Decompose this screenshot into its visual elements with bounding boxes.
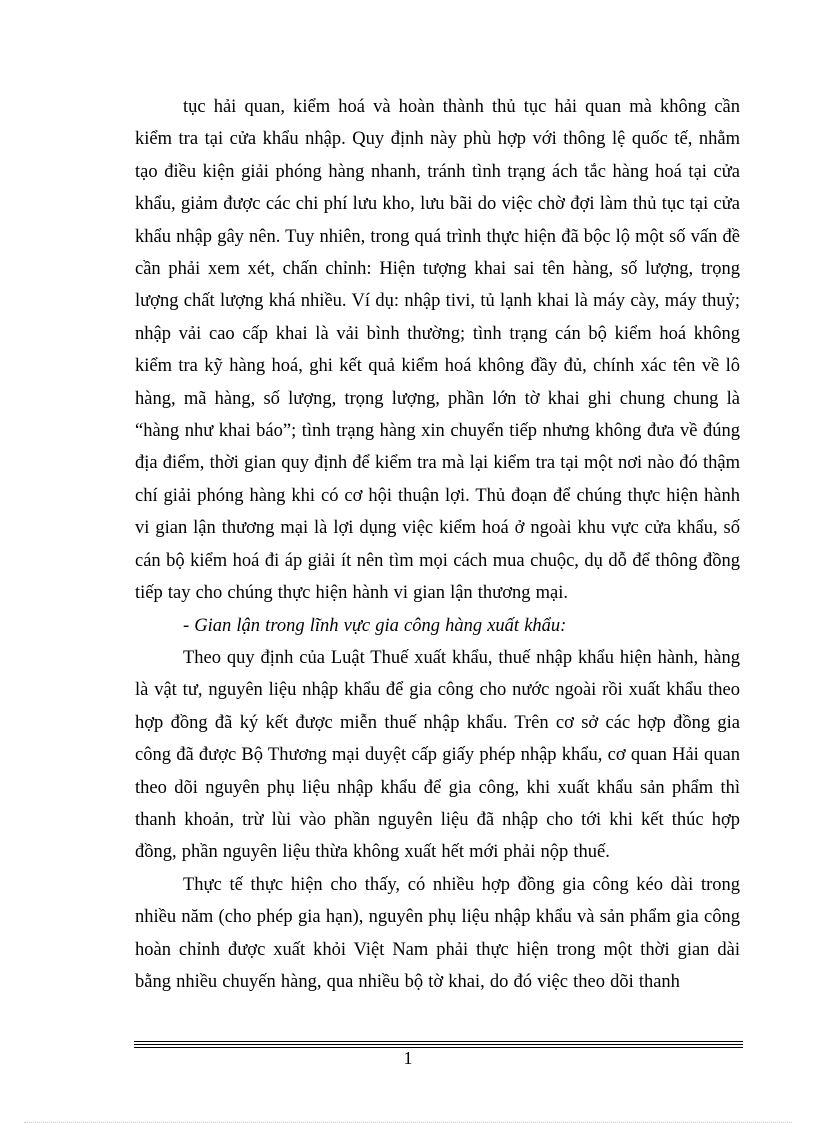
body-paragraph: Thực tế thực hiện cho thấy, có nhiều hợp đồng gia công kéo dài trong nhiều năm (cho phép gia hạn), nguyên phụ liệu nhập khẩu và sản phẩm gia công hoàn chỉnh được xuất khỏi Việt Nam phải thực hiện trong một thời gian dài bằng nhiều chuyến hàng, qua nhiều bộ tờ khai, do đó việc theo dõi thanh — [135, 874, 740, 992]
footer-rule — [134, 1041, 743, 1042]
section-heading: - Gian lận trong lĩnh vực gia công hàng xuất khẩu: — [183, 615, 567, 636]
footer-rule — [134, 1044, 743, 1045]
page-body — [135, 91, 740, 998]
page-number: 1 — [403, 1048, 413, 1068]
body-paragraph: tục hải quan, kiểm hoá và hoàn thành thủ tục hải quan mà không cần kiểm tra tại cửa khẩu nhập. Quy định này phù hợp với thông lệ quốc tế, nhằm tạo điều kiện giải phóng hàng nhanh, tránh tình trạng ách tắc hàng hoá tại cửa khẩu, giảm được các chi phí lưu kho, lưu bãi do việc chờ đợi làm thủ tục tại cửa khẩu nhập gây nên. Tuy nhiên, trong quá trình thực hiện đã bộc lộ một số vấn đề cần phải xem xét, chấn chỉnh: Hiện tượng khai sai tên hàng, số lượng, trọng lượng chất lượng khá nhiều. Ví dụ: nhập tivi, tủ lạnh khai là máy cày, máy thuỷ; nhập vải cao cấp khai là vải bình thường; tình trạng cán bộ kiểm hoá không kiểm tra kỹ hàng hoá, ghi kết quả kiểm hoá không đầy đủ, chính xác tên về lô hàng, mã hàng, số lượng, trọng lượng, phần lớn tờ khai ghi chung chung là “hàng như khai báo”; tình trạng hàng xin chuyển tiếp nhưng không đưa về đúng địa điểm, thời gian quy định để kiểm tra mà lại kiểm tra tại một nơi nào đó thậm chí giải phóng hàng khi có cơ hội thuận lợi. Thủ đoạn để chúng thực hiện hành vi gian lận thương mại là lợi dụng việc kiểm hoá ở ngoài khu vực cửa khẩu, số cán bộ kiểm hoá đi áp giải ít nên tìm mọi cách mua chuộc, dụ dỗ để thông đồng tiếp tay cho chúng thực hiện hành vi gian lận thương mại. — [135, 97, 740, 604]
body-paragraph: Theo quy định của Luật Thuế xuất khẩu, thuế nhập khẩu hiện hành, hàng là vật tư, nguyên liệu nhập khẩu để gia công cho nước ngoài rồi xuất khẩu theo hợp đồng đã ký kết được miễn thuế nhập khẩu. Trên cơ sở các hợp đồng gia công đã được Bộ Thương mại duyệt cấp giấy phép nhập khẩu, cơ quan Hải quan theo dõi nguyên phụ liệu nhập khẩu để gia công, khi xuất khẩu sản phẩm thì thanh khoản, trừ lùi vào phần nguyên liệu đã nhập cho tới khi kết thúc hợp đồng, phần nguyên liệu thừa không xuất hết mới phải nộp thuế. — [135, 647, 740, 863]
